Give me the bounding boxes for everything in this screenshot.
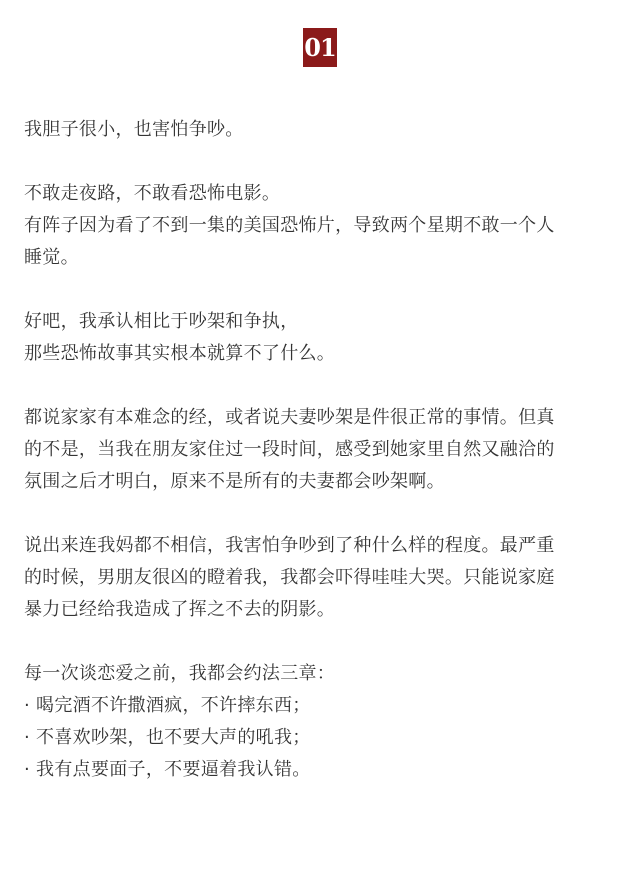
text-line: 那些恐怖故事其实根本就算不了什么。: [24, 343, 336, 364]
text-line: 每一次谈恋爱之前，我都会约法三章：: [24, 663, 336, 684]
text-line: 有阵子因为看了不到一集的美国恐怖片，导致两个星期不敢一个人: [24, 215, 555, 236]
text-line: 好吧，我承认相比于吵架和争执，: [24, 311, 299, 332]
section-number-badge: 01: [303, 28, 337, 67]
text-line: 不敢走夜路，不敢看恐怖电影。: [24, 183, 281, 204]
text-line: 说出来连我妈都不相信，我害怕争吵到了种什么样的程度。最严重: [24, 535, 555, 556]
list-item: · 不喜欢吵架，也不要大声的吼我；: [24, 727, 311, 748]
text-line: 的不是，当我在朋友家住过一段时间，感受到她家里自然又融洽的: [24, 439, 555, 460]
text-line: 都说家家有本难念的经，或者说夫妻吵架是件很正常的事情。但真: [24, 407, 555, 428]
text-line: 暴力已经给我造成了挥之不去的阴影。: [24, 599, 336, 620]
list-item: · 喝完酒不许撒酒疯，不许摔东西；: [24, 695, 311, 716]
paragraph: [24, 114, 624, 146]
paragraph: [24, 402, 624, 498]
text-line: 睡觉。: [24, 247, 79, 268]
paragraph: [24, 658, 624, 786]
list-item: · 我有点要面子，不要逼着我认错。: [24, 759, 311, 780]
article-body: [24, 114, 624, 818]
paragraph: [24, 178, 624, 274]
paragraph: [24, 306, 624, 370]
text-line: 氛围之后才明白，原来不是所有的夫妻都会吵架啊。: [24, 471, 445, 492]
paragraph: [24, 530, 624, 626]
text-line: 的时候，男朋友很凶的瞪着我，我都会吓得哇哇大哭。只能说家庭: [24, 567, 555, 588]
text-line: 我胆子很小，也害怕争吵。: [24, 119, 244, 140]
